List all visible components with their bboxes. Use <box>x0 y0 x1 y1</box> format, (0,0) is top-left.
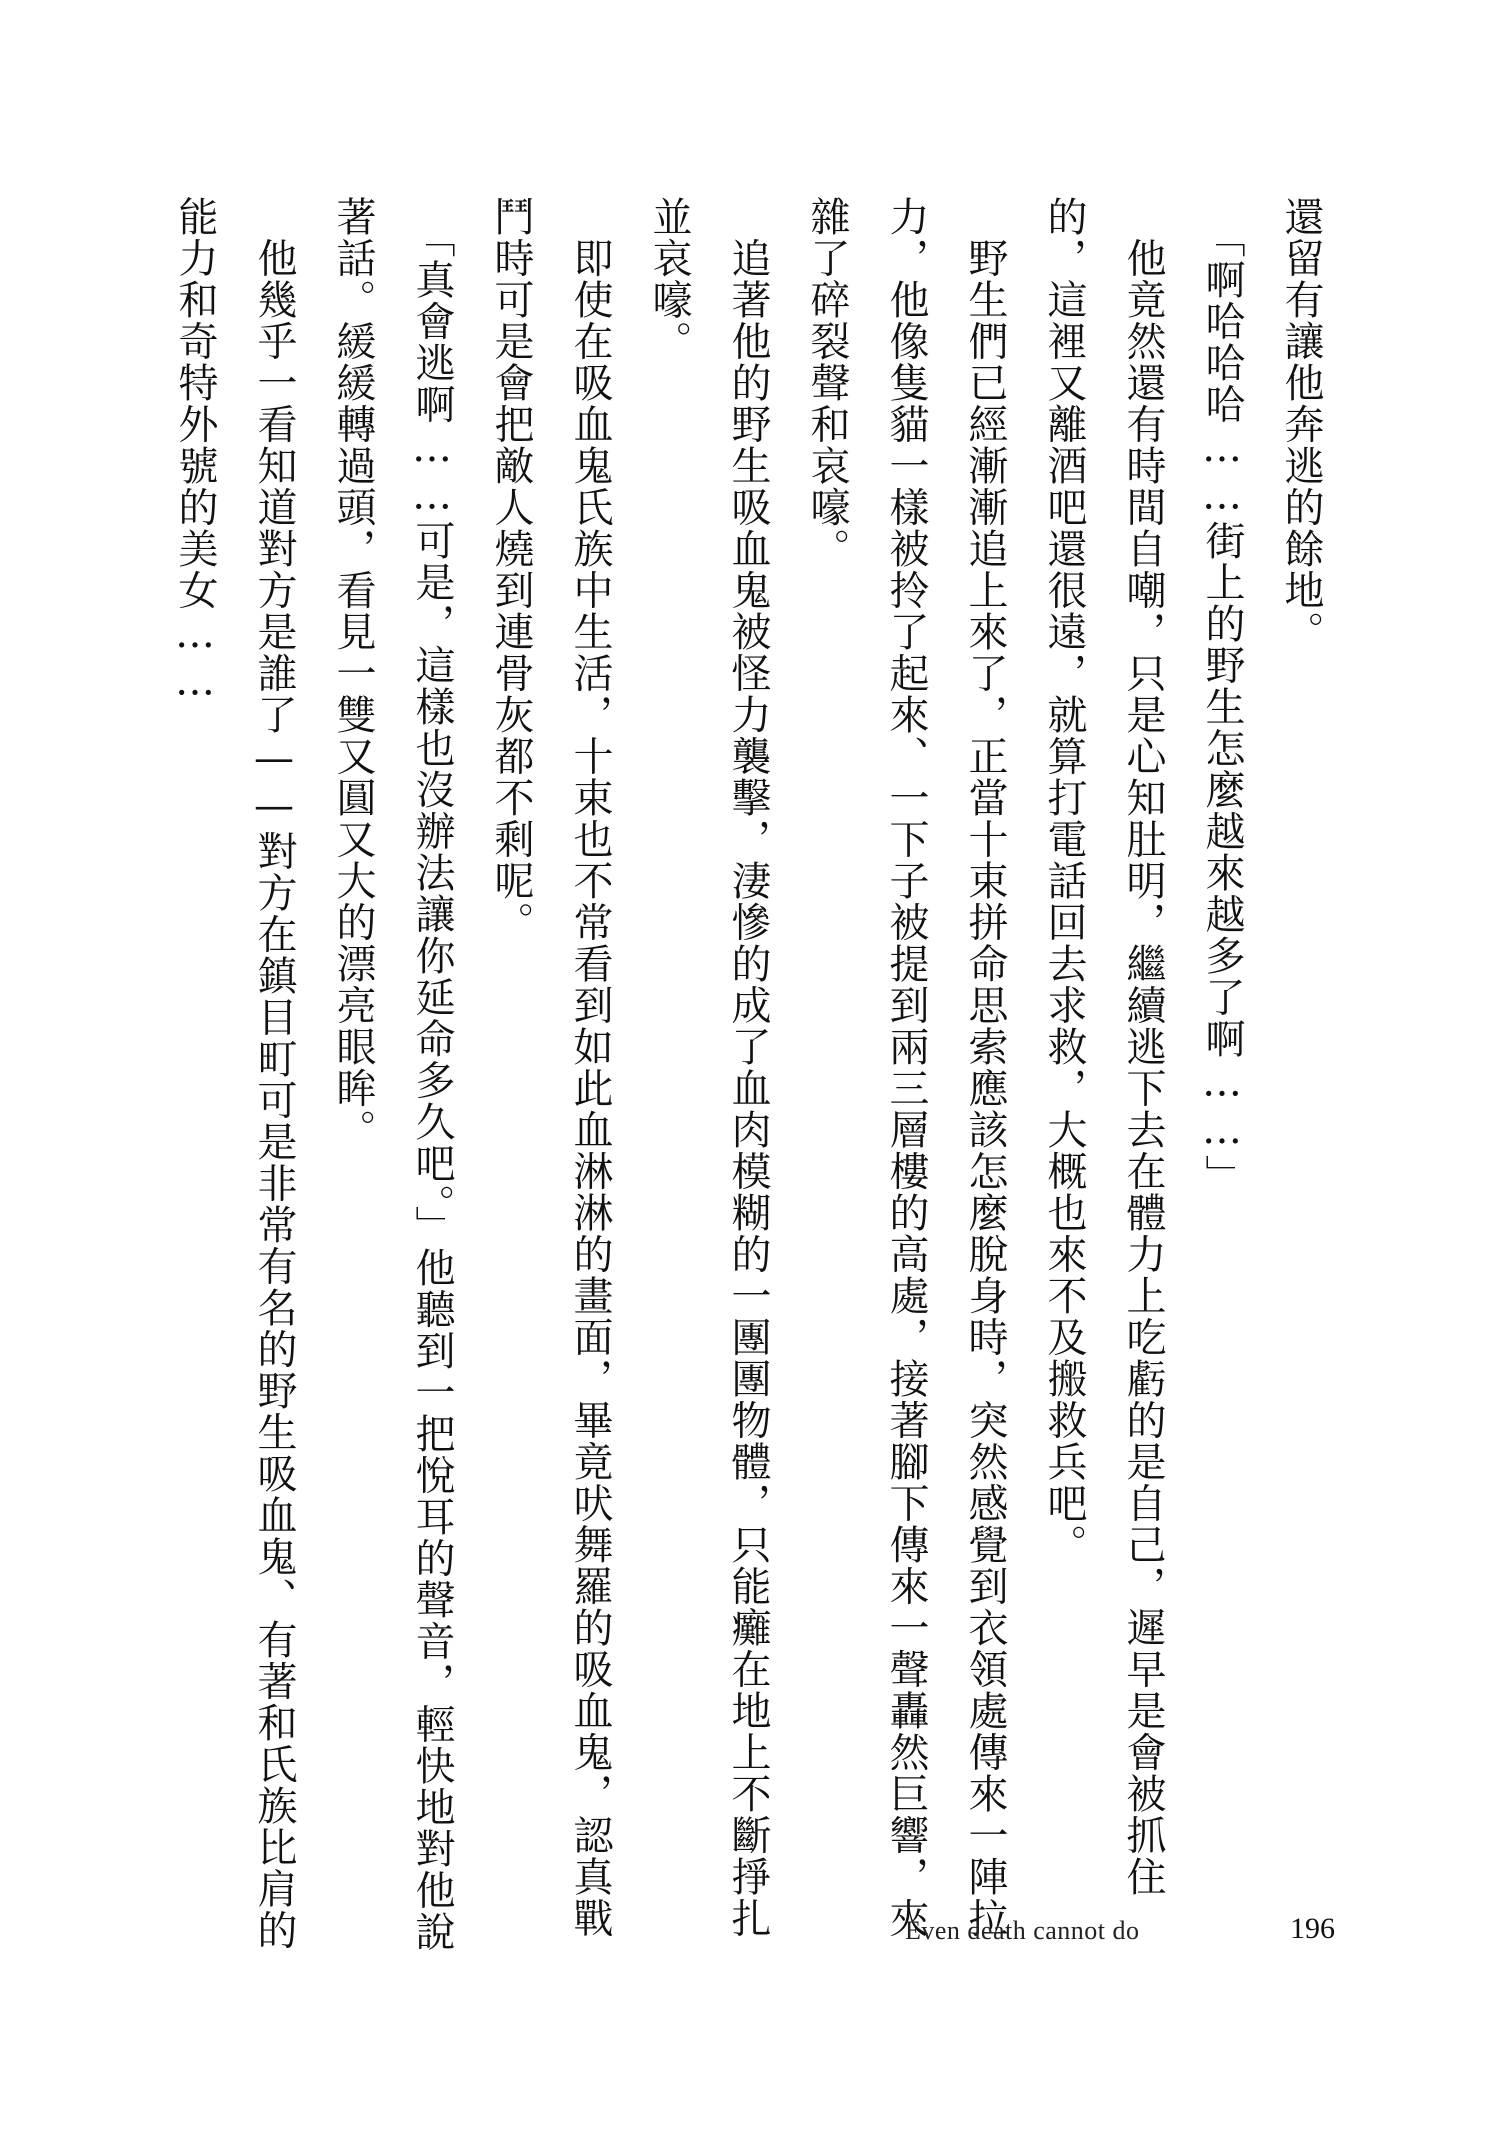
paragraph: 「真會逃啊……可是，這樣也沒辦法讓你延命多久吧。」他聽到一把悅耳的聲音，輕快地對他說著話。緩緩轉過頭，看見一雙又圓又大的漂亮眼眸。 <box>330 196 455 1953</box>
vertical-body-text <box>172 196 1340 1966</box>
paragraph: 他竟然還有時間自嘲，只是心知肚明，繼續逃下去在體力上吃虧的是自己，遲早是會被抓住的，這裡又離酒吧還很遠，就算打電話回去求救，大概也來不及搬救兵吧。 <box>1041 196 1166 1898</box>
paragraph: 追著他的野生吸血鬼被怪力襲擊，淒慘的成了血肉模糊的一團團物體，只能癱在地上不斷掙扎並哀嚎。 <box>646 196 771 1939</box>
paragraph: 「啊哈哈哈……街上的野生怎麼越來越多了啊……」 <box>1199 196 1245 1196</box>
paragraph: 他幾乎一看知道對方是誰了——對方在鎮目町可是非常有名的野生吸血鬼、有著和氏族比肩的能力和奇特外號的美女…… <box>172 196 297 1951</box>
page-number: 196 <box>1290 1912 1335 1945</box>
paragraph: 即使在吸血鬼氏族中生活，十束也不常看到如此血淋淋的畫面，畢竟吠舞羅的吸血鬼，認真戰鬥時可是會把敵人燒到連骨灰都不剩呢。 <box>488 196 613 1939</box>
paragraph: 還留有讓他奔逃的餘地。 <box>1278 196 1324 653</box>
paragraph: 野生們已經漸漸追上來了，正當十束拼命思索應該怎麼脫身時，突然感覺到衣領處傳來一陣拉力，他像隻貓一樣被拎了起來、一下子被提到兩三層樓的高處，接著腳下傳來一聲轟然巨響，夾雜了碎裂聲和哀嚎。 <box>804 196 1008 1939</box>
running-footer-title: Even death cannot do <box>905 1916 1140 1945</box>
